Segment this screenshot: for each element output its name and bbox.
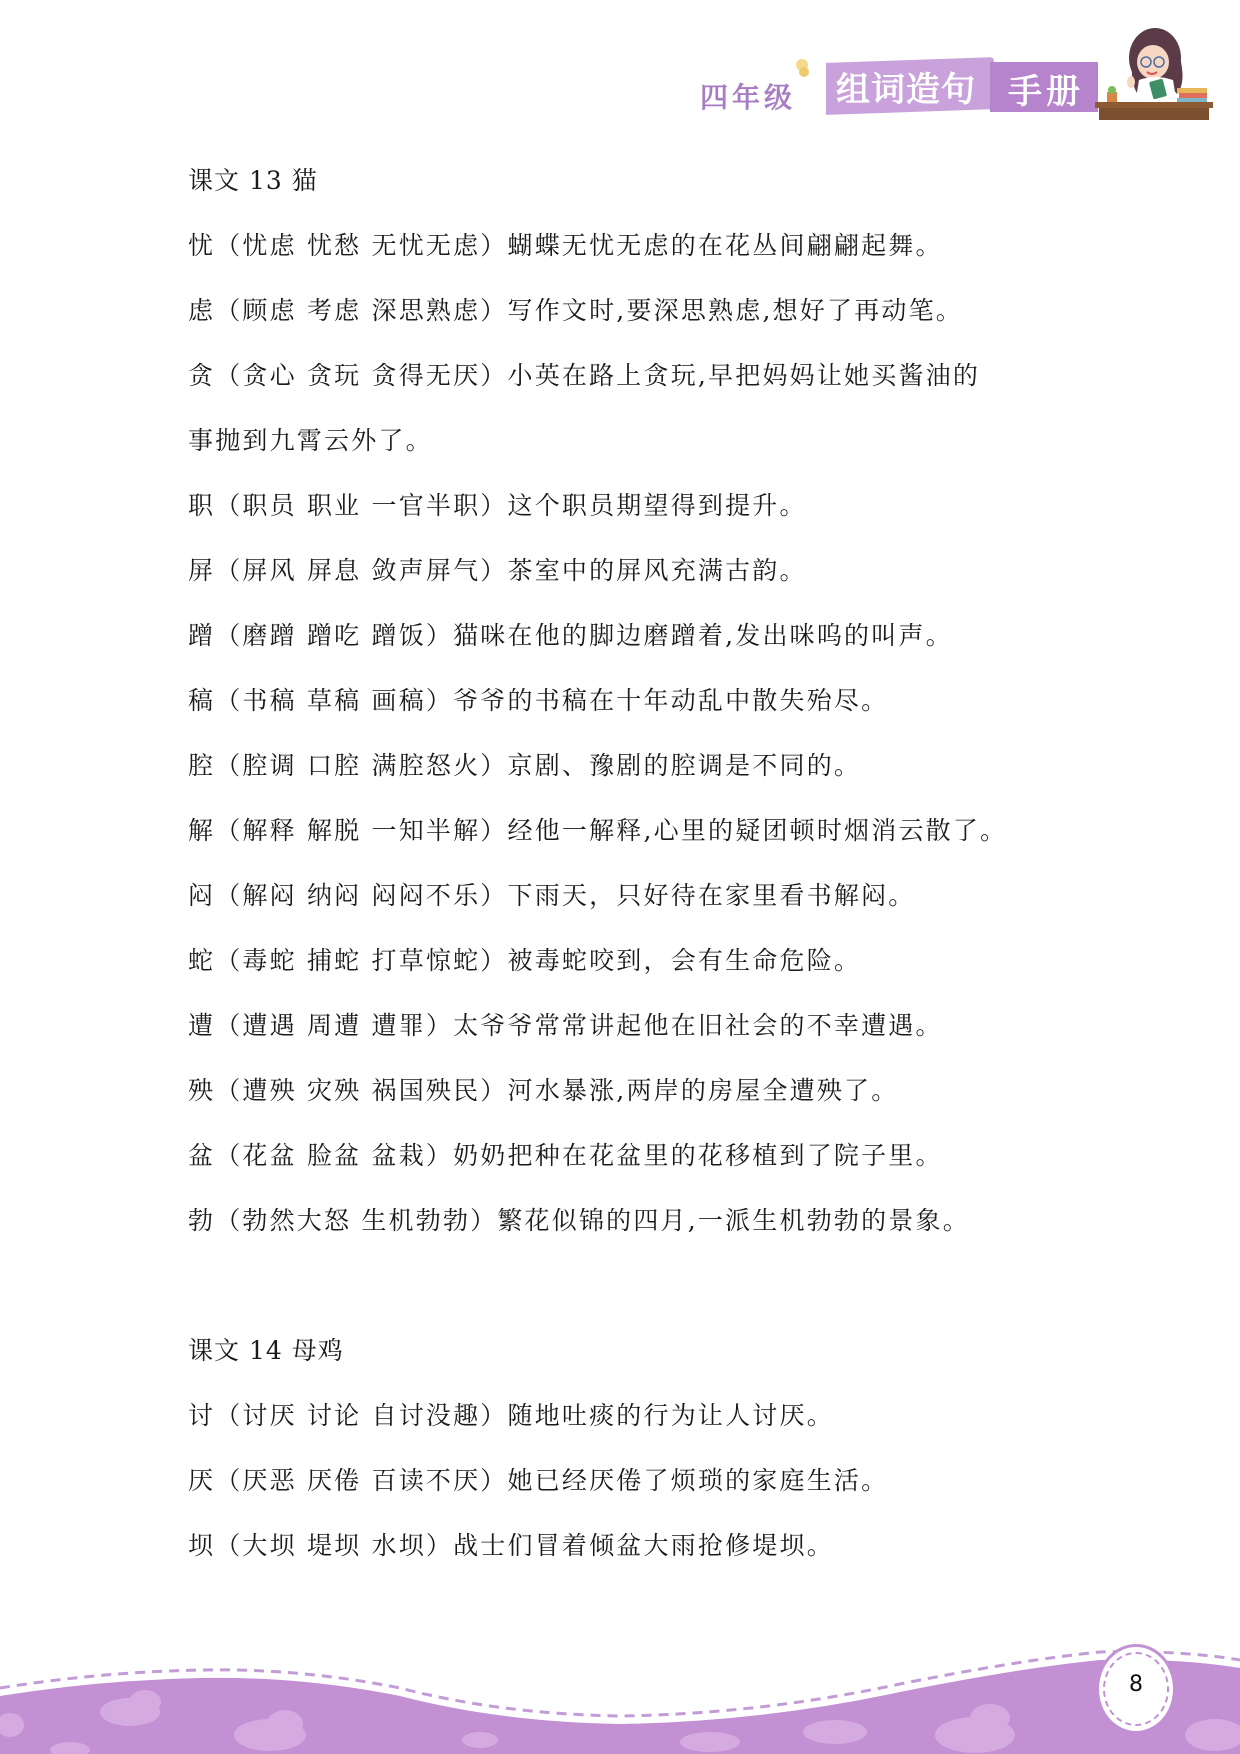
list-item: 闷（解闷 纳闷 闷闷不乐）下雨天，只好待在家里看书解闷。 xyxy=(188,881,916,910)
list-item: 坝（大坝 堤坝 水坝）战士们冒着倾盆大雨抢修堤坝。 xyxy=(188,1531,834,1560)
list-item: 讨（讨厌 讨论 自讨没趣）随地吐痰的行为让人讨厌。 xyxy=(188,1401,834,1430)
page-header xyxy=(0,0,1240,130)
page-number: 8 xyxy=(1129,1672,1143,1697)
list-item: 虑（顾虑 考虑 深思熟虑）写作文时,要深思熟虑,想好了再动笔。 xyxy=(188,296,963,325)
list-item: 蹭（磨蹭 蹭吃 蹭饭）猫咪在他的脚边磨蹭着,发出咪呜的叫声。 xyxy=(188,621,953,650)
list-item: 解（解释 解脱 一知半解）经他一解释,心里的疑团顿时烟消云散了。 xyxy=(188,816,1008,845)
list-item: 勃（勃然大怒 生机勃勃）繁花似锦的四月,一派生机勃勃的景象。 xyxy=(188,1206,970,1235)
butterfly-icon xyxy=(793,58,811,78)
list-item: 稿（书稿 草稿 画稿）爷爷的书稿在十年动乱中散失殆尽。 xyxy=(188,686,889,715)
list-item: 忧（忧虑 忧愁 无忧无虑）蝴蝶无忧无虑的在花丛间翩翩起舞。 xyxy=(188,231,943,260)
wave-footer-decoration xyxy=(0,1600,1240,1754)
list-item: 腔（腔调 口腔 满腔怒火）京剧、豫剧的腔调是不同的。 xyxy=(188,751,862,780)
list-item-continuation: 事抛到九霄云外了。 xyxy=(188,426,433,455)
section-title: 课文 14 母鸡 xyxy=(188,1336,344,1365)
list-item: 遭（遭遇 周遭 遭罪）太爷爷常常讲起他在旧社会的不幸遭遇。 xyxy=(188,1011,943,1040)
title-sub: 手册 xyxy=(1008,72,1084,112)
title-main: 组词造句 xyxy=(836,70,976,110)
girl-reading-illustration-icon xyxy=(1095,24,1215,120)
list-item: 厌（厌恶 厌倦 百读不厌）她已经厌倦了烦琐的家庭生活。 xyxy=(188,1466,889,1495)
list-item: 蛇（毒蛇 捕蛇 打草惊蛇）被毒蛇咬到，会有生命危险。 xyxy=(188,946,862,975)
list-item: 职（职员 职业 一官半职）这个职员期望得到提升。 xyxy=(188,491,807,520)
section-title: 课文 13 猫 xyxy=(188,166,318,195)
grade-label: 四年级 xyxy=(700,81,797,114)
list-item: 盆（花盆 脸盆 盆栽）奶奶把种在花盆里的花移植到了院子里。 xyxy=(188,1141,943,1170)
list-item: 贪（贪心 贪玩 贪得无厌）小英在路上贪玩,早把妈妈让她买酱油的 xyxy=(188,361,981,390)
list-item: 殃（遭殃 灾殃 祸国殃民）河水暴涨,两岸的房屋全遭殃了。 xyxy=(188,1076,899,1105)
list-item: 屏（屏风 屏息 敛声屏气）茶室中的屏风充满古韵。 xyxy=(188,556,807,585)
